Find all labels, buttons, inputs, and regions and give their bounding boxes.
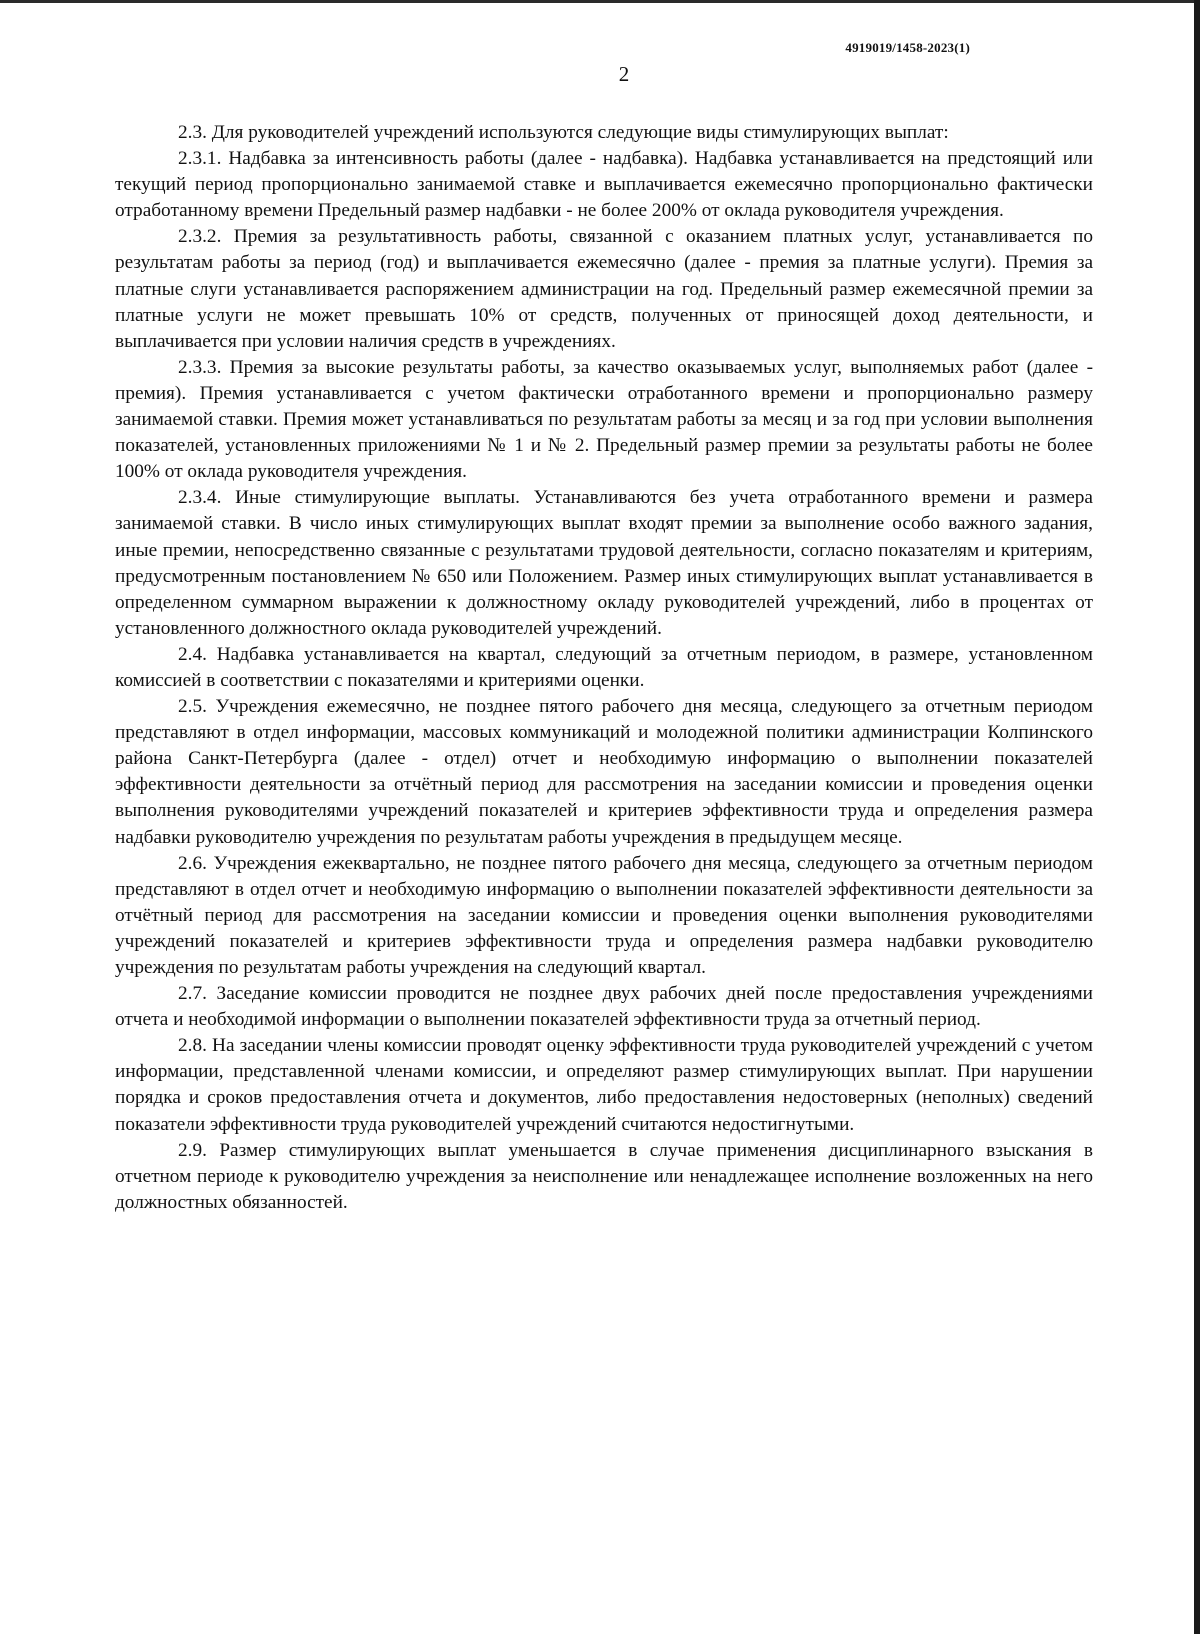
paragraph-2-8: 2.8. На заседании члены комиссии проводят оценку эффективности труда руководителей учреждений с учетом информации, представленной членами комиссии, и определяют размер стимулирующих выплат. При нарушении порядка и сроков предоставления отчета и документов, либо предоставления недостоверных (неполных) сведений показатели эффективности труда руководителей учреждений считаются недостигнутыми. — [115, 1035, 1093, 1135]
paragraph-2-3-1: 2.3.1. Надбавка за интенсивность работы (далее - надбавка). Надбавка устанавливается на предстоящий или текущий период пропорционально занимаемой ставке и выплачивается ежемесячно пропорционально фактически отработанному времени Предельный размер надбавки - не более 200% от оклада руководителя учреждения. — [115, 148, 1093, 222]
paragraph-2-3-3: 2.3.3. Премия за высокие результаты работы, за качество оказываемых услуг, выполняемых работ (далее - премия). Премия устанавливается с учетом фактически отработанного времени и пропорционально размеру занимаемой ставки. Премия может устанавливаться по результатам работы за месяц и за год при условии выполнения показателей, установленных приложениями № 1 и № 2. Предельный размер премии за результаты работы не более 100% от оклада руководителя учреждения. — [115, 356, 1093, 483]
paragraph-2-4: 2.4. Надбавка устанавливается на квартал, следующий за отчетным периодом, в размере, установленном комиссией в соответствии с показателями и критериями оценки. — [115, 643, 1093, 691]
page-number: 2 — [618, 62, 630, 86]
paragraph-2-3-4: 2.3.4. Иные стимулирующие выплаты. Устанавливаются без учета отработанного времени и размера занимаемой ставки. В число иных стимулирующих выплат входят премии за выполнение особо важного задания, иные премии, непосредственно связанные с результатами трудовой деятельности, согласно показателям и критериям, предусмотренным постановлением № 650 или Положением. Размер иных стимулирующих выплат устанавливается в определенном суммарном выражении к должностному окладу руководителей учреждений, либо в процентах от установленного должностного оклада руководителей учреждений. — [115, 487, 1093, 639]
paragraph-2-3: 2.3. Для руководителей учреждений используются следующие виды стимулирующих выплат: — [178, 122, 949, 143]
paragraph-2-5: 2.5. Учреждения ежемесячно, не позднее пятого рабочего дня месяца, следующего за отчетным периодом представляют в отдел информации, массовых коммуникаций и молодежной политики администрации Колпинского района Санкт-Петербурга (далее - отдел) отчет и необходимую информацию о выполнении показателей эффективности деятельности за отчётный период для рассмотрения на заседании комиссии и проведения оценки выполнения руководителями учреждений показателей и критериев эффективности труда и определения размера надбавки руководителю учреждения по результатам работы учреждения в предыдущем месяце. — [115, 696, 1093, 848]
registration-number: 4919019/1458-2023(1) — [845, 40, 970, 55]
scan-top-edge — [0, 0, 1200, 3]
scan-right-edge — [1194, 0, 1200, 1634]
paragraph-2-7: 2.7. Заседание комиссии проводится не позднее двух рабочих дней после предоставления учреждениями отчета и необходимой информации о выполнении показателей эффективности труда за отчетный период. — [115, 983, 1093, 1031]
paragraph-2-9: 2.9. Размер стимулирующих выплат уменьшается в случае применения дисциплинарного взыскания в отчетном периоде к руководителю учреждения за неисполнение или ненадлежащее исполнение возложенных на него должностных обязанностей. — [115, 1139, 1093, 1213]
paragraph-2-6: 2.6. Учреждения ежеквартально, не позднее пятого рабочего дня месяца, следующего за отчетным периодом представляют в отдел отчет и необходимую информацию о выполнении показателей эффективности деятельности за отчётный период для рассмотрения на заседании комиссии и проведения оценки выполнения руководителями учреждений показателей и критериев эффективности труда и определения размера надбавки руководителю учреждения по результатам работы учреждения на следующий квартал. — [115, 852, 1093, 978]
paragraph-2-3-2: 2.3.2. Премия за результативность работы, связанной с оказанием платных услуг, устанавливается по результатам работы за период (год) и выплачивается ежемесячно (далее - премия за платные услуги). Премия за платные слуги устанавливается распоряжением администрации на год. Предельный размер ежемесячной премии за платные услуги не может превышать 10% от средств, полученных от приносящей доход деятельности, и выплачивается при условии наличия средств в учреждениях. — [115, 226, 1093, 352]
document-body — [115, 120, 1093, 1216]
